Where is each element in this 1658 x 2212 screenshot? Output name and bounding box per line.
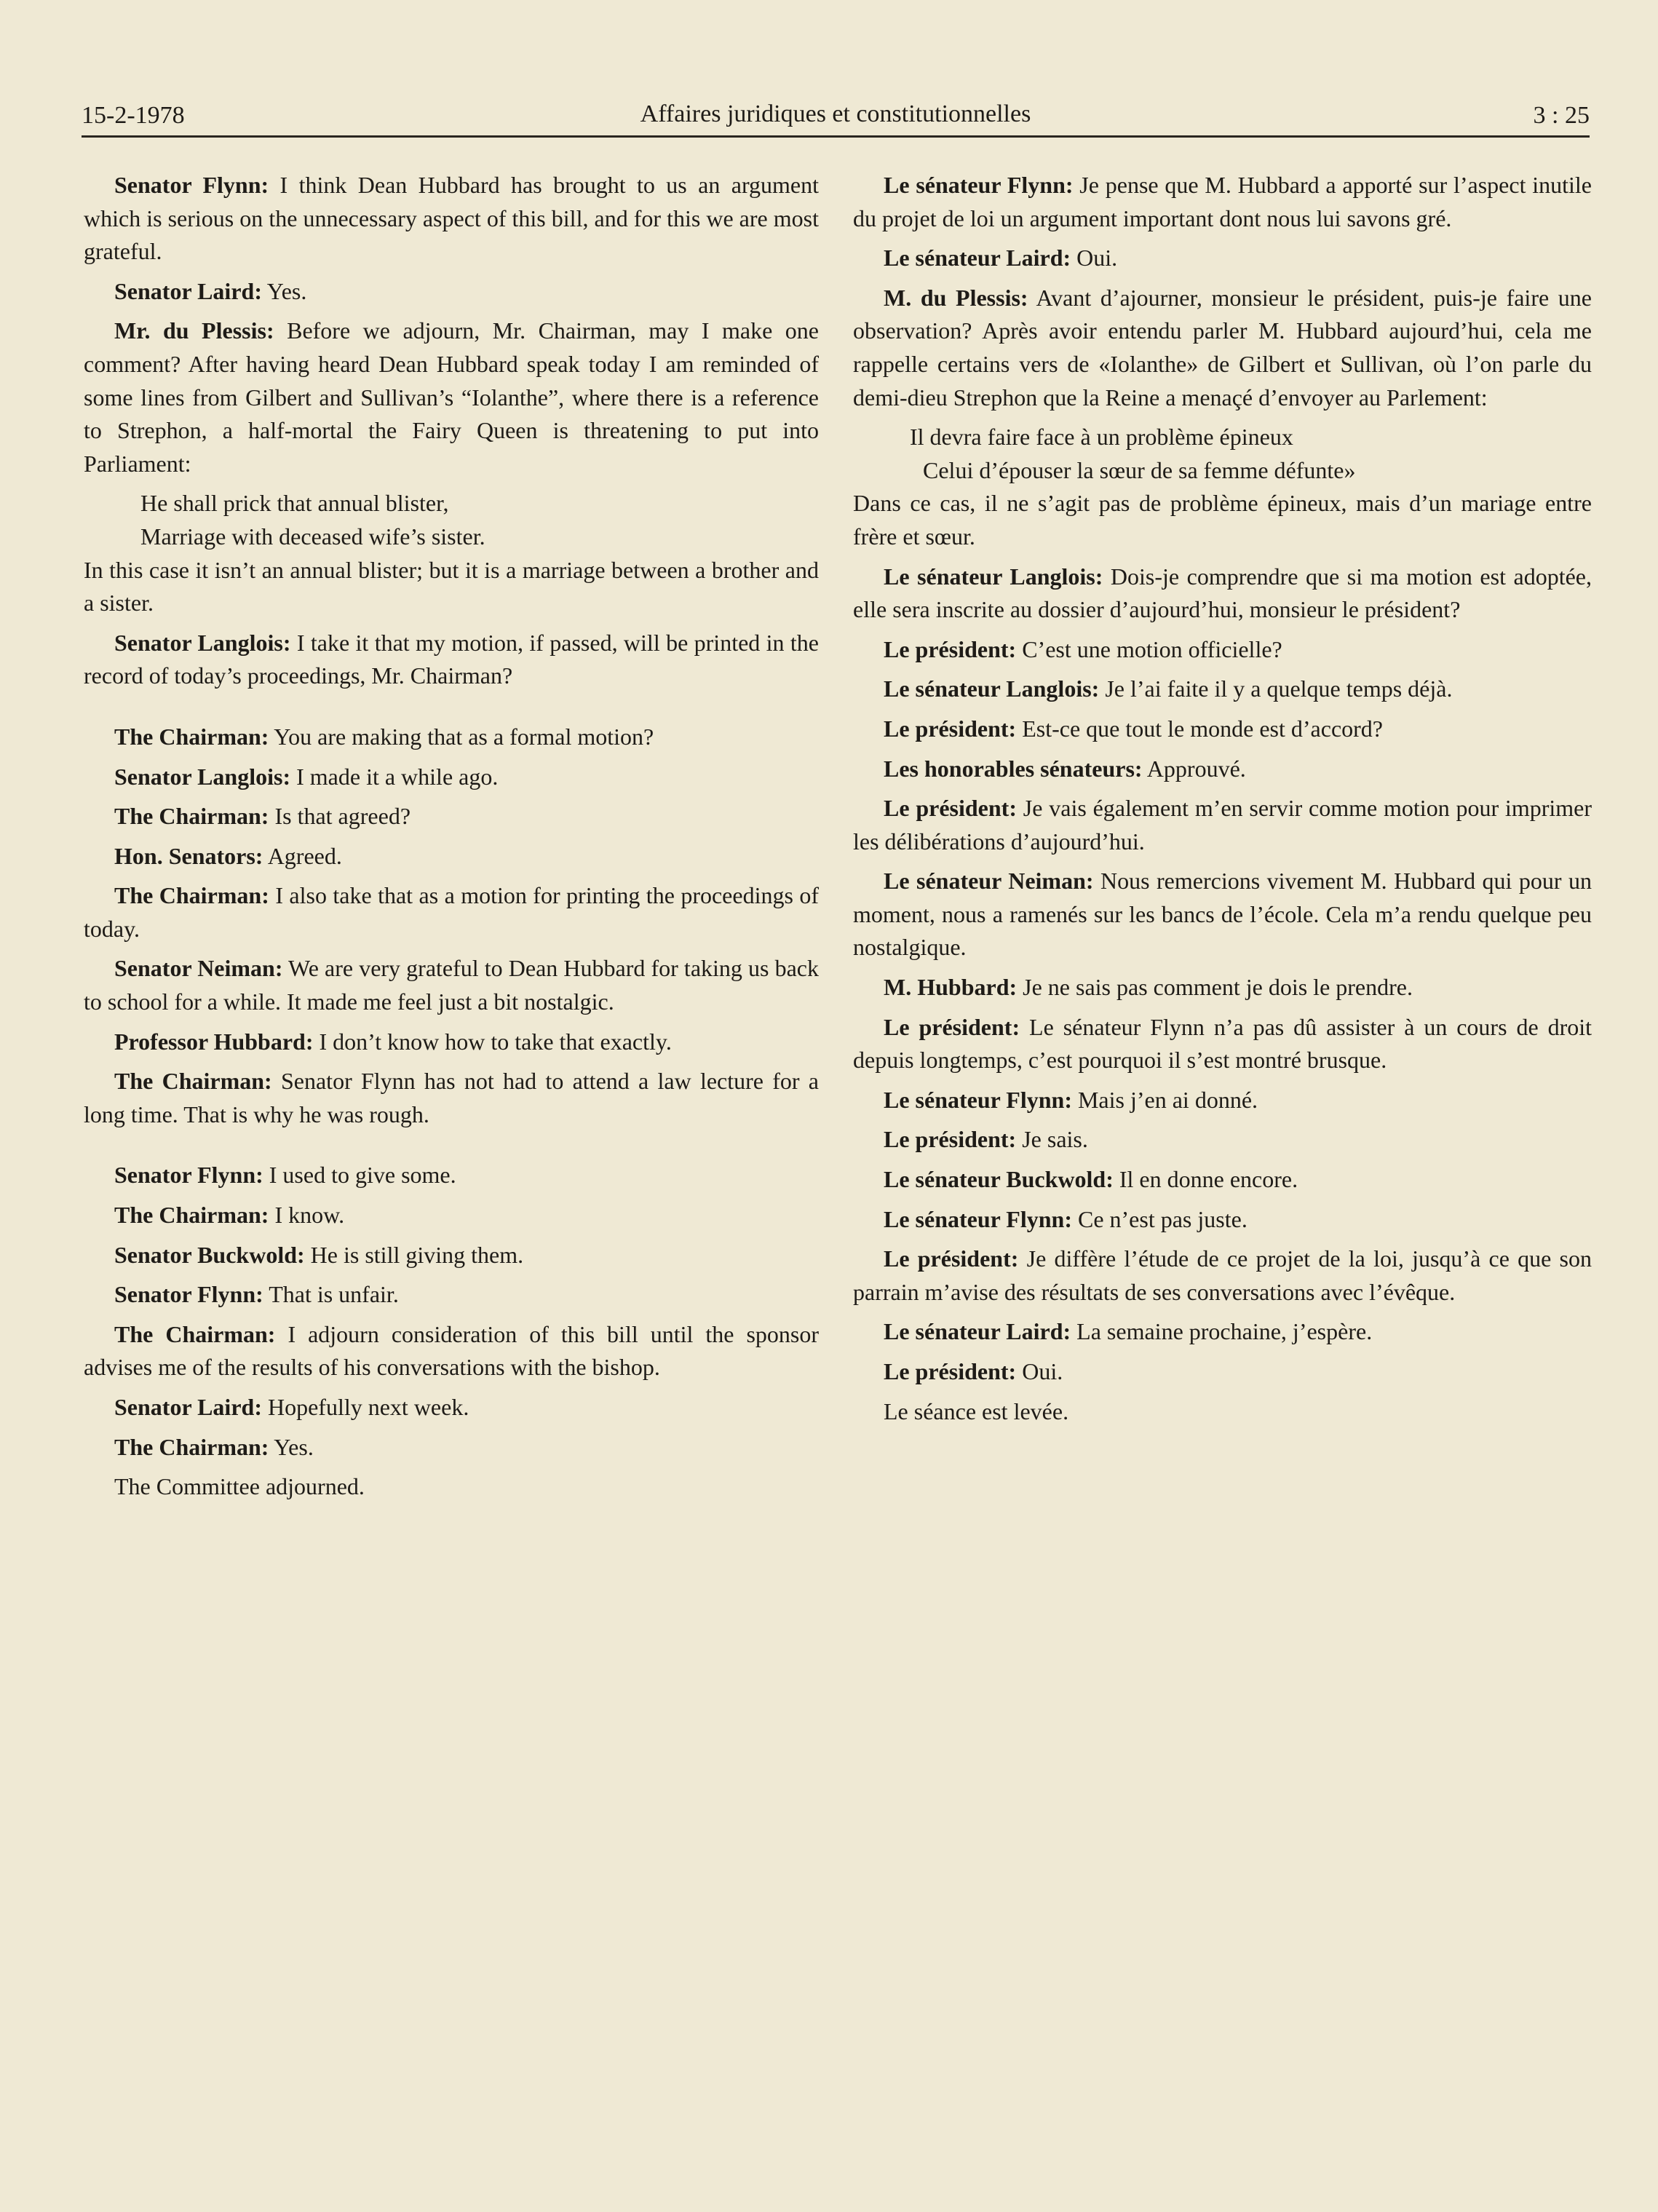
statement <box>84 721 819 754</box>
statement <box>84 1239 819 1272</box>
statement <box>84 1026 819 1059</box>
speaker-name: M. Hubbard: <box>884 974 1018 1001</box>
statement <box>853 242 1592 275</box>
adjournment-note: Le séance est levée. <box>884 1398 1069 1424</box>
statement-text: I used to give some. <box>263 1162 456 1189</box>
statement-text: Je diffère l’étude de ce projet de la loi, jusqu’à ce que son parrain m’avise des résultats de ses conversations avec l’évêque. <box>853 1245 1592 1305</box>
speaker-name: Le président: <box>884 1126 1017 1153</box>
statement-text: Nous remercions vivement M. Hubbard qui pour un moment, nous a ramenés sur les bancs de l’école. Cela m’a rendu quelque peu nostalgique. <box>853 868 1592 961</box>
statement <box>84 761 819 794</box>
statement-text: I also take that as a motion for printing the proceedings of today. <box>84 882 820 942</box>
header-page-number: 3 : 25 <box>1533 102 1590 129</box>
statement-text: I think Dean Hubbard has brought to us an argument which is serious on the unnecessary aspect of this bill, and for this we are most grateful. <box>84 172 819 265</box>
speaker-name: Mr. du Plessis: <box>114 317 274 344</box>
speaker-name: Senator Laird: <box>114 1394 262 1420</box>
speaker-name: The Chairman: <box>114 1433 269 1460</box>
statement-text: Oui. <box>1016 1358 1063 1384</box>
statement <box>84 1318 819 1384</box>
statement <box>84 1431 819 1464</box>
statement-text: Approuvé. <box>1142 755 1246 782</box>
statement-text: That is unfair. <box>263 1281 399 1308</box>
speaker-name: Hon. Senators: <box>114 842 263 869</box>
speaker-name: Professor Hubbard: <box>114 1028 314 1055</box>
statement <box>84 879 819 946</box>
statement-text: You are making that as a formal motion? <box>269 723 654 750</box>
header-title: Affaires juridiques et constitutionnelles <box>640 100 1031 127</box>
statement <box>84 1278 819 1312</box>
statement <box>853 1315 1592 1349</box>
statement <box>84 1199 819 1232</box>
statement <box>84 1391 819 1424</box>
statement-text: I made it a while ago. <box>290 763 499 790</box>
statement-text: I take it that my motion, if passed, will be printed in the record of today’s proceedings, Mr. Chairman? <box>84 629 820 689</box>
speaker-name: Le président: <box>884 1013 1020 1040</box>
speaker-name: Les honorables sénateurs: <box>884 755 1143 782</box>
verse-line: Marriage with deceased wife’s sister. <box>140 523 485 550</box>
speaker-name: Senator Langlois: <box>114 629 291 656</box>
statement <box>853 633 1592 667</box>
statement <box>853 1011 1592 1077</box>
statement-text: C’est une motion officielle? <box>1016 635 1282 662</box>
english-column <box>84 169 819 1510</box>
statement <box>853 560 1592 627</box>
statement <box>853 1203 1592 1237</box>
statement-text: Oui. <box>1071 245 1118 271</box>
statement <box>853 282 1592 414</box>
speaker-name: Le président: <box>884 1358 1017 1384</box>
speaker-name: Le sénateur Flynn: <box>884 172 1074 198</box>
verse-line: Celui d’épouser la sœur de sa femme défunte» <box>923 456 1356 483</box>
statement <box>853 1163 1592 1197</box>
statement-text: I adjourn consideration of this bill until the sponsor advises me of the results of his conversations with the bishop. <box>84 1320 820 1381</box>
statement <box>84 840 819 873</box>
speaker-name: Le sénateur Langlois: <box>884 675 1100 702</box>
speaker-name: The Chairman: <box>114 1320 276 1347</box>
speaker-name: Le sénateur Laird: <box>884 245 1071 271</box>
speaker-name: Senator Buckwold: <box>114 1241 305 1268</box>
statement <box>853 971 1592 1004</box>
running-header <box>82 84 1590 138</box>
statement-text: La semaine prochaine, j’espère. <box>1071 1318 1373 1345</box>
speaker-name: Le président: <box>884 715 1017 742</box>
statement <box>853 1084 1592 1117</box>
statement <box>84 314 819 480</box>
statement <box>84 627 819 693</box>
statement-text: Yes. <box>269 1433 314 1460</box>
speaker-name: M. du Plessis: <box>884 284 1028 311</box>
statement <box>853 1242 1592 1309</box>
statement-text: Je ne sais pas comment je dois le prendre. <box>1017 974 1413 1001</box>
speaker-name: The Chairman: <box>114 1068 272 1095</box>
speaker-name: The Chairman: <box>114 882 269 909</box>
statement <box>84 169 819 269</box>
statement <box>84 1159 819 1192</box>
speaker-name: Senator Laird: <box>114 277 262 304</box>
statement-text: We are very grateful to Dean Hubbard for taking us back to school for a while. It made me feel just a bit nostalgic. <box>84 955 820 1015</box>
header-date: 15-2-1978 <box>82 102 185 129</box>
statement-text: Dois-je comprendre que si ma motion est adoptée, elle sera inscrite au dossier d’aujourd’hui, monsieur le président? <box>853 563 1592 623</box>
speaker-name: Senator Flynn: <box>114 1162 263 1189</box>
speaker-name: Le sénateur Neiman: <box>884 868 1094 895</box>
statement-text: Est-ce que tout le monde est d’accord? <box>1016 715 1383 742</box>
statement-text: Il en donne encore. <box>1113 1166 1298 1193</box>
statement-text: In this case it isn’t an annual blister; but it is a marriage between a brother and a sister. <box>84 556 819 617</box>
statement <box>853 1355 1592 1389</box>
statement-text: Is that agreed? <box>269 803 411 830</box>
speaker-name: Senator Flynn: <box>114 1281 263 1308</box>
verse-line: He shall prick that annual blister, <box>140 490 449 517</box>
statement-text: Before we adjourn, Mr. Chairman, may I make one comment? After having heard Dean Hubbard speak today I am reminded of some lines from Gilbert and Sullivan’s “Iolanthe”, where there is a reference to Strephon, a half-mortal the Fairy Queen is threatening to put into Parliament: <box>84 317 820 477</box>
statement <box>84 952 819 1018</box>
speaker-name: The Chairman: <box>114 723 269 750</box>
statement <box>84 275 819 309</box>
speaker-name: Senator Flynn: <box>114 172 269 198</box>
statement-text: I don’t know how to take that exactly. <box>313 1028 672 1055</box>
verse-quote <box>910 421 1592 487</box>
statement-text: I know. <box>269 1202 345 1229</box>
speaker-name: Le sénateur Langlois: <box>884 563 1103 590</box>
statement-text: Je vais également m’en servir comme motion pour imprimer les délibérations d’aujourd’hui. <box>853 795 1592 855</box>
speaker-name: Le sénateur Laird: <box>884 1318 1071 1345</box>
statement-text: Senator Flynn has not had to attend a law lecture for a long time. That is why he was rough. <box>84 1068 820 1127</box>
statement-text: He is still giving them. <box>304 1241 524 1268</box>
statement-text: Agreed. <box>263 842 342 869</box>
statement <box>853 169 1592 235</box>
statement-text: Je l’ai faite il y a quelque temps déjà. <box>1099 675 1453 702</box>
statement <box>853 1123 1592 1157</box>
speaker-name: Le président: <box>884 635 1017 662</box>
speaker-name: Le sénateur Buckwold: <box>884 1166 1114 1193</box>
statement <box>84 800 819 833</box>
statement <box>853 865 1592 964</box>
statement <box>853 713 1592 746</box>
adjournment-note: The Committee adjourned. <box>114 1473 365 1500</box>
verse-line: Il devra faire face à un problème épineux <box>910 424 1293 451</box>
statement-text: Je sais. <box>1016 1126 1088 1153</box>
statement-text: Ce n’est pas juste. <box>1071 1205 1248 1232</box>
statement <box>853 753 1592 786</box>
statement <box>853 673 1592 706</box>
statement-text: Yes. <box>261 277 307 304</box>
speaker-name: Le président: <box>884 1245 1019 1272</box>
statement-text: Avant d’ajourner, monsieur le président, puis-je faire une observation? Après avoir entendu parler M. Hubbard aujourd’hui, cela me rappelle certains vers de «Iolanthe» de Gilbert et Sullivan, où l’on parle du demi-dieu Strephon que la Reine a menaçé d’envoyer au Parlement: <box>853 284 1592 411</box>
french-column <box>853 169 1592 1435</box>
speaker-name: The Chairman: <box>114 803 269 830</box>
speaker-name: Senator Neiman: <box>114 955 283 982</box>
speaker-name: Le sénateur Flynn: <box>884 1086 1072 1113</box>
statement <box>853 792 1592 858</box>
statement <box>84 1065 819 1131</box>
verse-quote <box>140 487 819 553</box>
speaker-name: The Chairman: <box>114 1202 269 1229</box>
speaker-name: Le sénateur Flynn: <box>884 1205 1072 1232</box>
speaker-name: Senator Langlois: <box>114 763 291 790</box>
speaker-name: Le président: <box>884 795 1017 822</box>
statement-text: Hopefully next week. <box>261 1394 469 1420</box>
statement-text: Le sénateur Flynn n’a pas dû assister à un cours de droit depuis longtemps, c’est pourquoi il s’est montré brusque. <box>853 1013 1592 1074</box>
statement-text: Mais j’en ai donné. <box>1071 1086 1258 1113</box>
statement-text: Dans ce cas, il ne s’agit pas de problème épineux, mais d’un mariage entre frère et sœur. <box>853 490 1592 550</box>
statement-text: Je pense que M. Hubbard a apporté sur l’aspect inutile du projet de loi un argument important dont nous lui savons gré. <box>853 172 1592 231</box>
